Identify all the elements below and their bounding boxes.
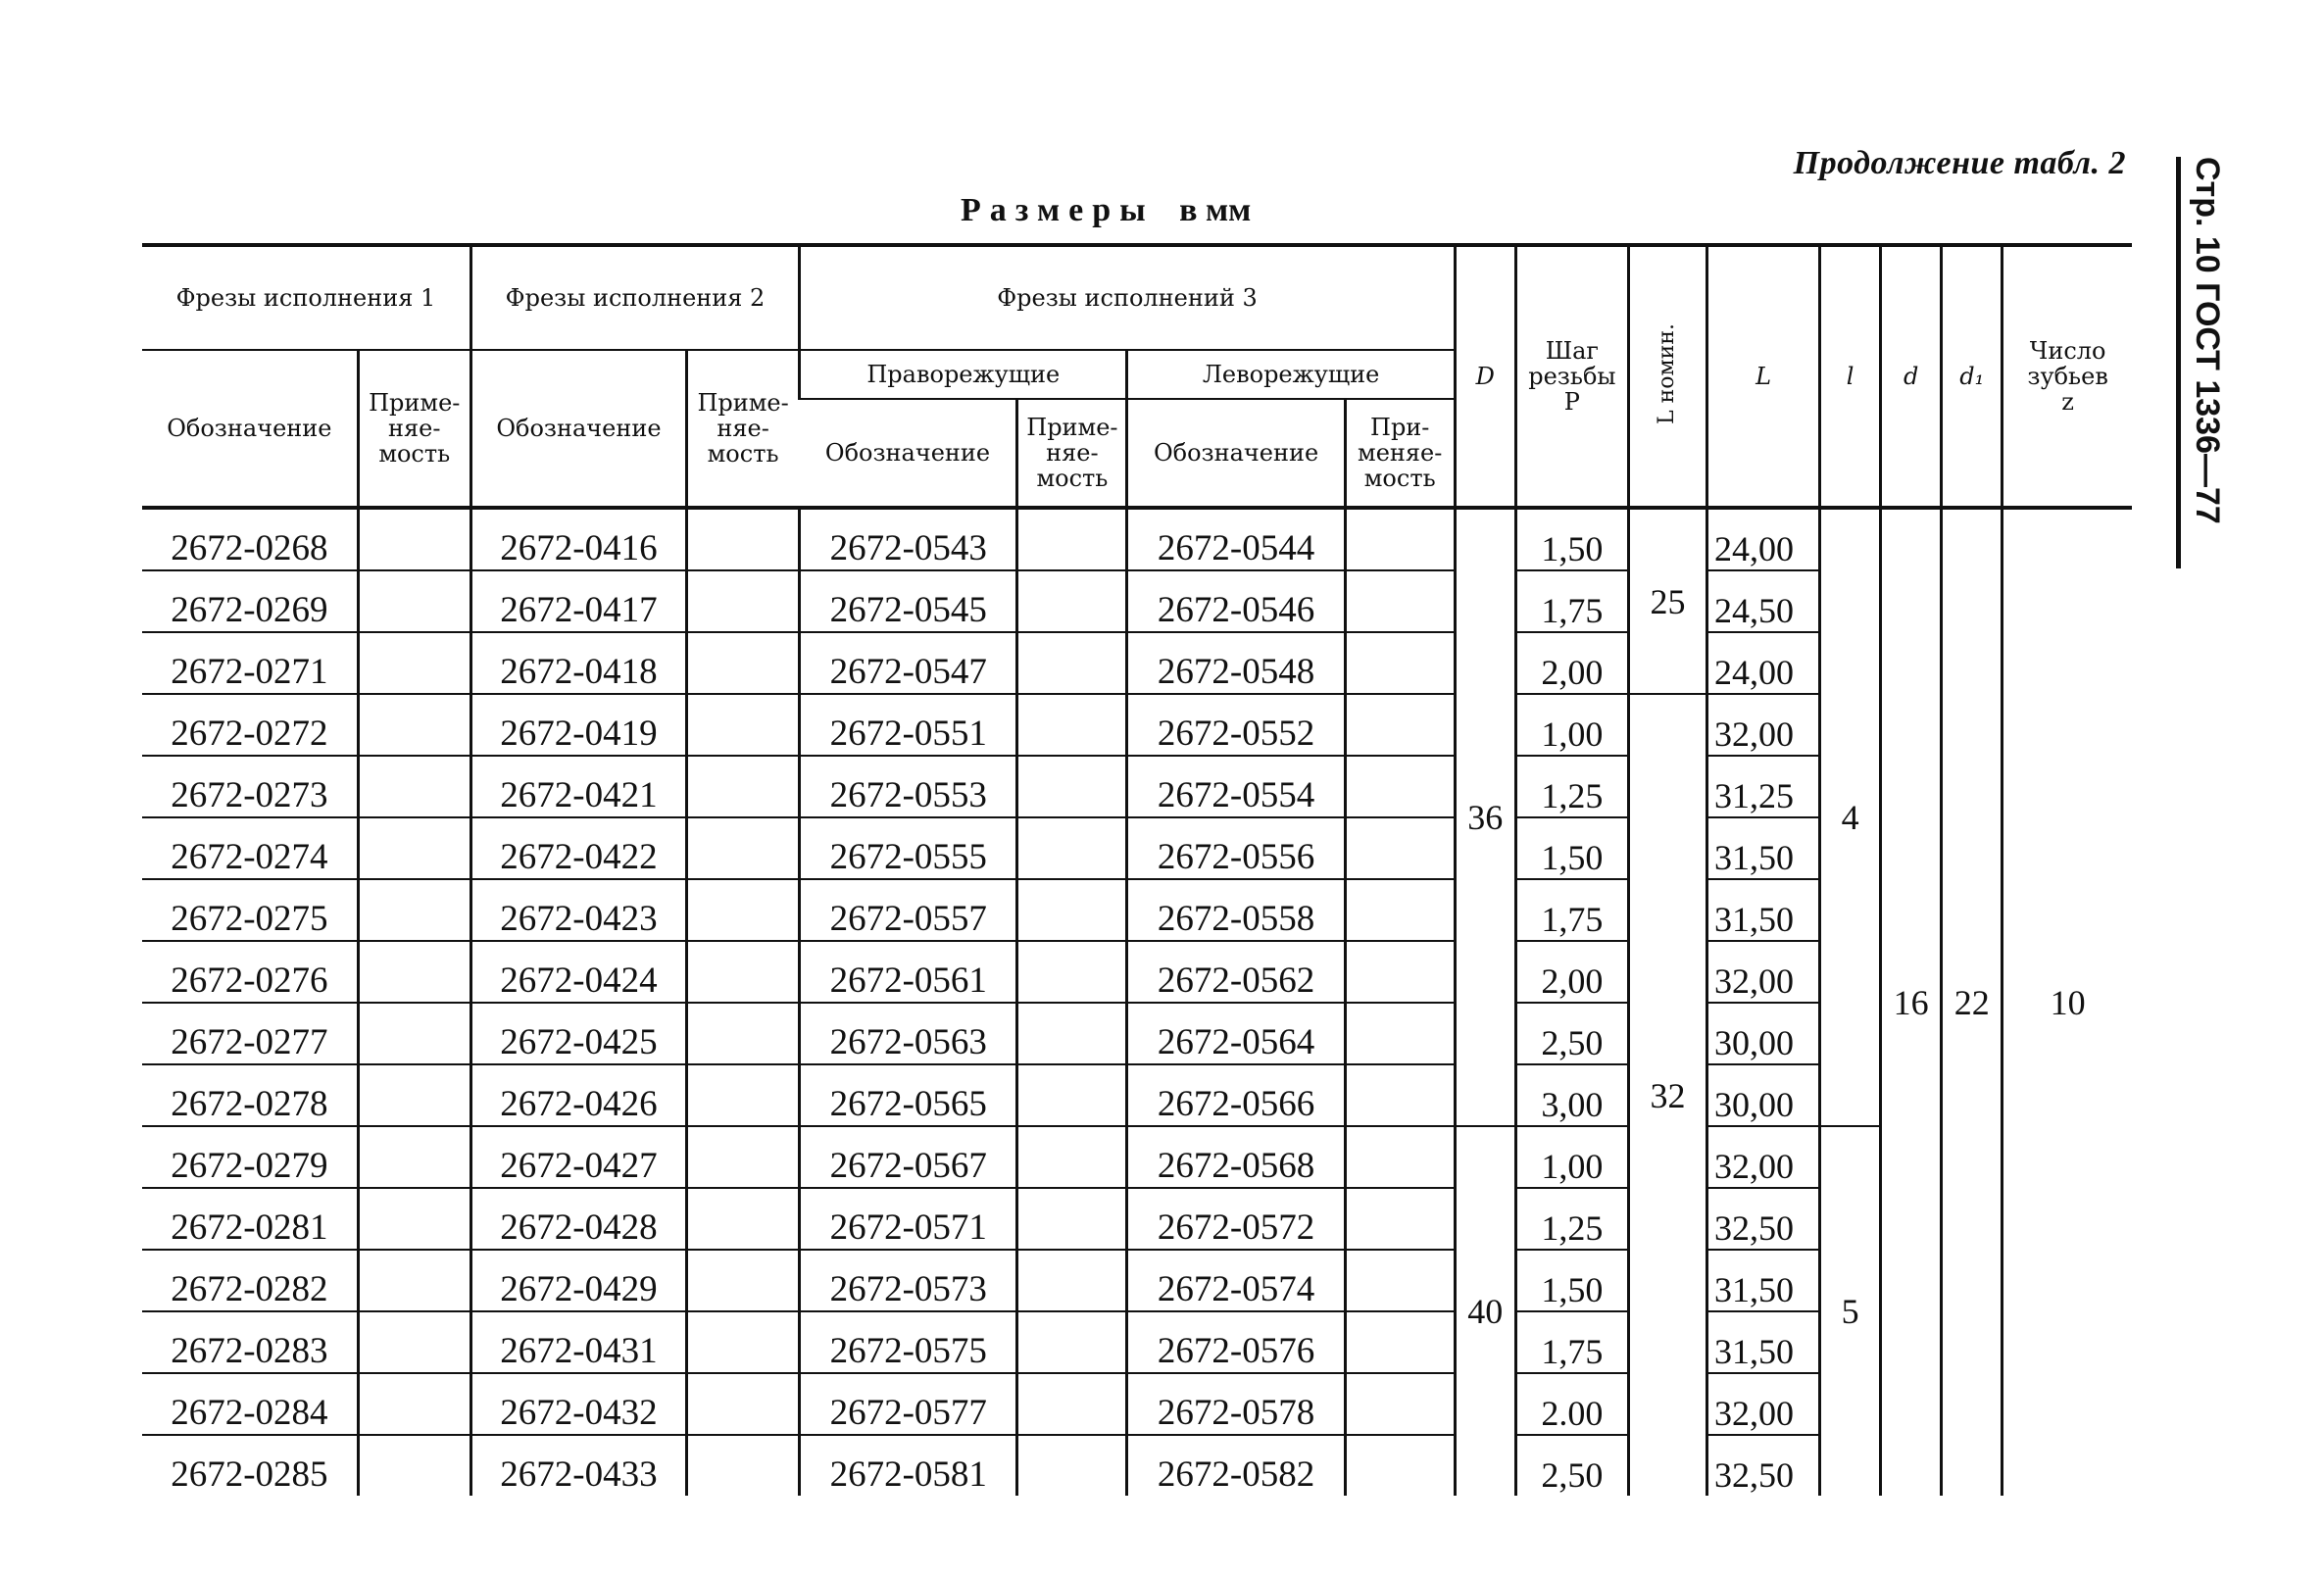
designation-3-left-cell: 2672-0556 <box>1127 817 1345 879</box>
applicability-3-right-cell <box>1017 1311 1127 1373</box>
applicability-1-cell <box>358 1064 470 1126</box>
applicability-1-cell <box>358 1250 470 1311</box>
dimensions-table <box>142 243 2132 1496</box>
designation-3-right-cell: 2672-0555 <box>800 817 1017 879</box>
applicability-2-cell <box>687 508 800 570</box>
applicability-2-cell <box>687 756 800 817</box>
designation-3-left-cell: 2672-0546 <box>1127 570 1345 632</box>
D-value: 36 <box>1455 508 1515 1126</box>
designation-1-cell: 2672-0284 <box>142 1373 358 1435</box>
designation-2-cell: 2672-0424 <box>470 941 686 1003</box>
designation-1-cell: 2672-0281 <box>142 1188 358 1250</box>
applicability-2-cell <box>687 1188 800 1250</box>
header-l: l <box>1820 245 1881 508</box>
designation-3-right-cell: 2672-0571 <box>800 1188 1017 1250</box>
applicability-3-right-cell <box>1017 570 1127 632</box>
header-designation-3l: Обозначение <box>1127 399 1345 508</box>
pitch-cell: 1,75 <box>1515 570 1628 632</box>
header-right-cutting: Праворежущие <box>800 350 1127 399</box>
applicability-3-right-cell <box>1017 1373 1127 1435</box>
designation-2-cell: 2672-0433 <box>470 1435 686 1496</box>
L-cell: 31,50 <box>1707 879 1820 941</box>
designation-2-cell: 2672-0431 <box>470 1311 686 1373</box>
designation-3-right-cell: 2672-0561 <box>800 941 1017 1003</box>
applicability-1-cell <box>358 1373 470 1435</box>
applicability-2-cell <box>687 879 800 941</box>
designation-2-cell: 2672-0417 <box>470 570 686 632</box>
L-cell: 24,50 <box>1707 570 1820 632</box>
header-pitch: Шаг резьбы P <box>1515 245 1628 508</box>
header-designation-2: Обозначение <box>470 350 686 508</box>
applicability-2-cell <box>687 694 800 756</box>
pitch-cell: 1,00 <box>1515 694 1628 756</box>
designation-3-left-cell: 2672-0576 <box>1127 1311 1345 1373</box>
applicability-2-cell <box>687 1435 800 1496</box>
designation-1-cell: 2672-0276 <box>142 941 358 1003</box>
designation-1-cell: 2672-0279 <box>142 1126 358 1188</box>
designation-3-left-cell: 2672-0552 <box>1127 694 1345 756</box>
designation-1-cell: 2672-0272 <box>142 694 358 756</box>
designation-1-cell: 2672-0283 <box>142 1311 358 1373</box>
header-d: d <box>1881 245 1942 508</box>
units-suffix: в мм <box>1179 192 1252 228</box>
applicability-3-right-cell <box>1017 817 1127 879</box>
pitch-cell: 1,50 <box>1515 508 1628 570</box>
designation-2-cell: 2672-0422 <box>470 817 686 879</box>
teeth-value: 10 <box>2003 508 2132 1496</box>
L-cell: 31,50 <box>1707 1311 1820 1373</box>
pitch-cell: 1,50 <box>1515 1250 1628 1311</box>
designation-3-left-cell: 2672-0564 <box>1127 1003 1345 1064</box>
applicability-1-cell <box>358 941 470 1003</box>
pitch-cell: 1,00 <box>1515 1126 1628 1188</box>
L-cell: 32,50 <box>1707 1188 1820 1250</box>
designation-1-cell: 2672-0274 <box>142 817 358 879</box>
designation-3-right-cell: 2672-0543 <box>800 508 1017 570</box>
designation-3-right-cell: 2672-0567 <box>800 1126 1017 1188</box>
pitch-cell: 1,75 <box>1515 1311 1628 1373</box>
header-D: D <box>1455 245 1515 508</box>
units-title: Размеры <box>961 192 1155 228</box>
designation-3-right-cell: 2672-0557 <box>800 879 1017 941</box>
applicability-1-cell <box>358 817 470 879</box>
l-value: 5 <box>1820 1126 1881 1496</box>
pitch-cell: 2,00 <box>1515 941 1628 1003</box>
designation-3-right-cell: 2672-0545 <box>800 570 1017 632</box>
designation-3-left-cell: 2672-0572 <box>1127 1188 1345 1250</box>
L-cell: 31,25 <box>1707 756 1820 817</box>
designation-3-right-cell: 2672-0563 <box>800 1003 1017 1064</box>
pitch-cell: 1,50 <box>1515 817 1628 879</box>
L-cell: 32,00 <box>1707 941 1820 1003</box>
applicability-1-cell <box>358 570 470 632</box>
designation-2-cell: 2672-0429 <box>470 1250 686 1311</box>
header-d1: d₁ <box>1942 245 2003 508</box>
header-group1: Фрезы исполнения 1 <box>142 245 470 350</box>
header-group2: Фрезы исполнения 2 <box>470 245 799 350</box>
applicability-3-left-cell <box>1345 1435 1455 1496</box>
pitch-cell: 1,25 <box>1515 756 1628 817</box>
L-cell: 24,00 <box>1707 508 1820 570</box>
continuation-caption: Продолжение табл. 2 <box>1793 145 2126 181</box>
L-cell: 32,00 <box>1707 1126 1820 1188</box>
header-applicability-1: Приме- няе- мость <box>358 350 470 508</box>
table-body <box>142 508 2132 1496</box>
designation-1-cell: 2672-0278 <box>142 1064 358 1126</box>
designation-1-cell: 2672-0269 <box>142 570 358 632</box>
designation-1-cell: 2672-0273 <box>142 756 358 817</box>
L-cell: 30,00 <box>1707 1064 1820 1126</box>
applicability-3-right-cell <box>1017 1126 1127 1188</box>
applicability-2-cell <box>687 1003 800 1064</box>
applicability-3-left-cell <box>1345 570 1455 632</box>
designation-3-left-cell: 2672-0562 <box>1127 941 1345 1003</box>
applicability-3-left-cell <box>1345 817 1455 879</box>
applicability-1-cell <box>358 694 470 756</box>
pitch-cell: 2,50 <box>1515 1003 1628 1064</box>
header-designation-3r: Обозначение <box>800 399 1017 508</box>
L-cell: 32,50 <box>1707 1435 1820 1496</box>
designation-2-cell: 2672-0419 <box>470 694 686 756</box>
pitch-cell: 1,75 <box>1515 879 1628 941</box>
L-cell: 24,00 <box>1707 632 1820 694</box>
D-value: 40 <box>1455 1126 1515 1496</box>
applicability-2-cell <box>687 1311 800 1373</box>
designation-2-cell: 2672-0421 <box>470 756 686 817</box>
header-group3: Фрезы исполнений 3 <box>800 245 1456 350</box>
applicability-3-right-cell <box>1017 941 1127 1003</box>
applicability-3-right-cell <box>1017 694 1127 756</box>
applicability-1-cell <box>358 1188 470 1250</box>
applicability-3-left-cell <box>1345 756 1455 817</box>
L-cell: 30,00 <box>1707 1003 1820 1064</box>
table-header <box>142 245 2132 508</box>
header-applicability-3r: Приме- няе- мость <box>1017 399 1127 508</box>
L-nominal-value: 32 <box>1628 694 1706 1496</box>
l-value: 4 <box>1820 508 1881 1126</box>
applicability-3-left-cell <box>1345 1064 1455 1126</box>
applicability-2-cell <box>687 632 800 694</box>
designation-3-left-cell: 2672-0566 <box>1127 1064 1345 1126</box>
designation-3-right-cell: 2672-0573 <box>800 1250 1017 1311</box>
applicability-3-left-cell <box>1345 941 1455 1003</box>
pitch-cell: 1,25 <box>1515 1188 1628 1250</box>
header-left-cutting: Леворежущие <box>1127 350 1455 399</box>
designation-2-cell: 2672-0427 <box>470 1126 686 1188</box>
applicability-1-cell <box>358 508 470 570</box>
applicability-3-left-cell <box>1345 1373 1455 1435</box>
applicability-3-left-cell <box>1345 508 1455 570</box>
applicability-3-left-cell <box>1345 1126 1455 1188</box>
applicability-3-right-cell <box>1017 1003 1127 1064</box>
designation-1-cell: 2672-0285 <box>171 1454 328 1495</box>
applicability-3-right-cell <box>1017 756 1127 817</box>
header-applicability-3l: При- меняе- мость <box>1345 399 1455 508</box>
header-applicability-2: Приме- няе- мость <box>687 350 800 508</box>
table-row <box>142 508 2132 570</box>
applicability-3-right-cell <box>1017 1250 1127 1311</box>
designation-3-left-cell: 2672-0554 <box>1127 756 1345 817</box>
designation-3-left-cell: 2672-0544 <box>1127 508 1345 570</box>
applicability-3-left-cell <box>1345 1250 1455 1311</box>
designation-1-cell: 2672-0277 <box>142 1003 358 1064</box>
header-L-nom-text: L номин. <box>1655 323 1680 424</box>
designation-3-left-cell: 2672-0568 <box>1127 1126 1345 1188</box>
designation-3-left-cell: 2672-0558 <box>1127 879 1345 941</box>
applicability-1-cell <box>358 632 470 694</box>
designation-2-cell: 2672-0428 <box>470 1188 686 1250</box>
applicability-1-cell <box>358 1435 470 1496</box>
applicability-3-left-cell <box>1345 879 1455 941</box>
designation-3-left-cell: 2672-0582 <box>1127 1435 1345 1496</box>
L-cell: 31,50 <box>1707 1250 1820 1311</box>
header-teeth: Число зубьев z <box>2003 245 2132 508</box>
applicability-3-left-cell <box>1345 1003 1455 1064</box>
designation-2-cell: 2672-0416 <box>470 508 686 570</box>
applicability-3-left-cell <box>1345 1188 1455 1250</box>
pitch-cell: 2,50 <box>1515 1435 1628 1496</box>
designation-3-right-cell: 2672-0547 <box>800 632 1017 694</box>
designation-1-cell: 2672-0271 <box>142 632 358 694</box>
L-nominal-value: 25 <box>1628 508 1706 694</box>
header-L-nom <box>1628 245 1706 508</box>
designation-3-left-cell: 2672-0578 <box>1127 1373 1345 1435</box>
pitch-cell: 2,00 <box>1515 632 1628 694</box>
applicability-1-cell <box>358 1311 470 1373</box>
designation-2-cell: 2672-0426 <box>470 1064 686 1126</box>
designation-2-cell: 2672-0418 <box>470 632 686 694</box>
applicability-2-cell <box>687 941 800 1003</box>
L-cell: 32,00 <box>1707 694 1820 756</box>
table-row <box>142 1126 2132 1188</box>
designation-3-right-cell: 2672-0581 <box>800 1435 1017 1496</box>
applicability-3-left-cell <box>1345 1311 1455 1373</box>
applicability-2-cell <box>687 1250 800 1311</box>
pitch-cell: 2.00 <box>1515 1373 1628 1435</box>
applicability-2-cell <box>687 1373 800 1435</box>
designation-1-cell: 2672-0268 <box>142 508 358 570</box>
applicability-1-cell <box>358 756 470 817</box>
designation-2-cell: 2672-0425 <box>470 1003 686 1064</box>
applicability-1-cell <box>358 879 470 941</box>
applicability-2-cell <box>687 817 800 879</box>
applicability-3-right-cell <box>1017 508 1127 570</box>
units-caption <box>961 192 1251 229</box>
designation-3-right-cell: 2672-0565 <box>800 1064 1017 1126</box>
pitch-cell: 3,00 <box>1515 1064 1628 1126</box>
applicability-2-cell <box>687 570 800 632</box>
applicability-1-cell <box>358 1003 470 1064</box>
L-cell: 32,00 <box>1707 1373 1820 1435</box>
applicability-2-cell <box>687 1064 800 1126</box>
designation-1-cell: 2672-0282 <box>142 1250 358 1311</box>
designation-3-right-cell: 2672-0577 <box>800 1373 1017 1435</box>
applicability-2-cell <box>687 1126 800 1188</box>
d-value: 16 <box>1881 508 1942 1496</box>
header-designation-1: Обозначение <box>142 350 358 508</box>
applicability-3-left-cell <box>1345 632 1455 694</box>
designation-3-right-cell: 2672-0551 <box>800 694 1017 756</box>
designation-2-cell: 2672-0423 <box>470 879 686 941</box>
designation-3-left-cell: 2672-0548 <box>1127 632 1345 694</box>
header-L: L <box>1707 245 1820 508</box>
applicability-3-right-cell <box>1017 879 1127 941</box>
L-cell: 31,50 <box>1707 817 1820 879</box>
designation-3-left-cell: 2672-0574 <box>1127 1250 1345 1311</box>
designation-1-cell: 2672-0275 <box>142 879 358 941</box>
applicability-3-right-cell <box>1017 632 1127 694</box>
designation-3-right-cell: 2672-0553 <box>800 756 1017 817</box>
designation-3-right-cell: 2672-0575 <box>800 1311 1017 1373</box>
page-side-label: Стр. 10 ГОСТ 1336—77 <box>2176 157 2226 568</box>
applicability-3-right-cell <box>1017 1435 1127 1496</box>
applicability-3-left-cell <box>1345 694 1455 756</box>
applicability-3-right-cell <box>1017 1064 1127 1126</box>
d1-value: 22 <box>1942 508 2003 1496</box>
applicability-1-cell <box>358 1126 470 1188</box>
designation-2-cell: 2672-0432 <box>470 1373 686 1435</box>
applicability-3-right-cell <box>1017 1188 1127 1250</box>
